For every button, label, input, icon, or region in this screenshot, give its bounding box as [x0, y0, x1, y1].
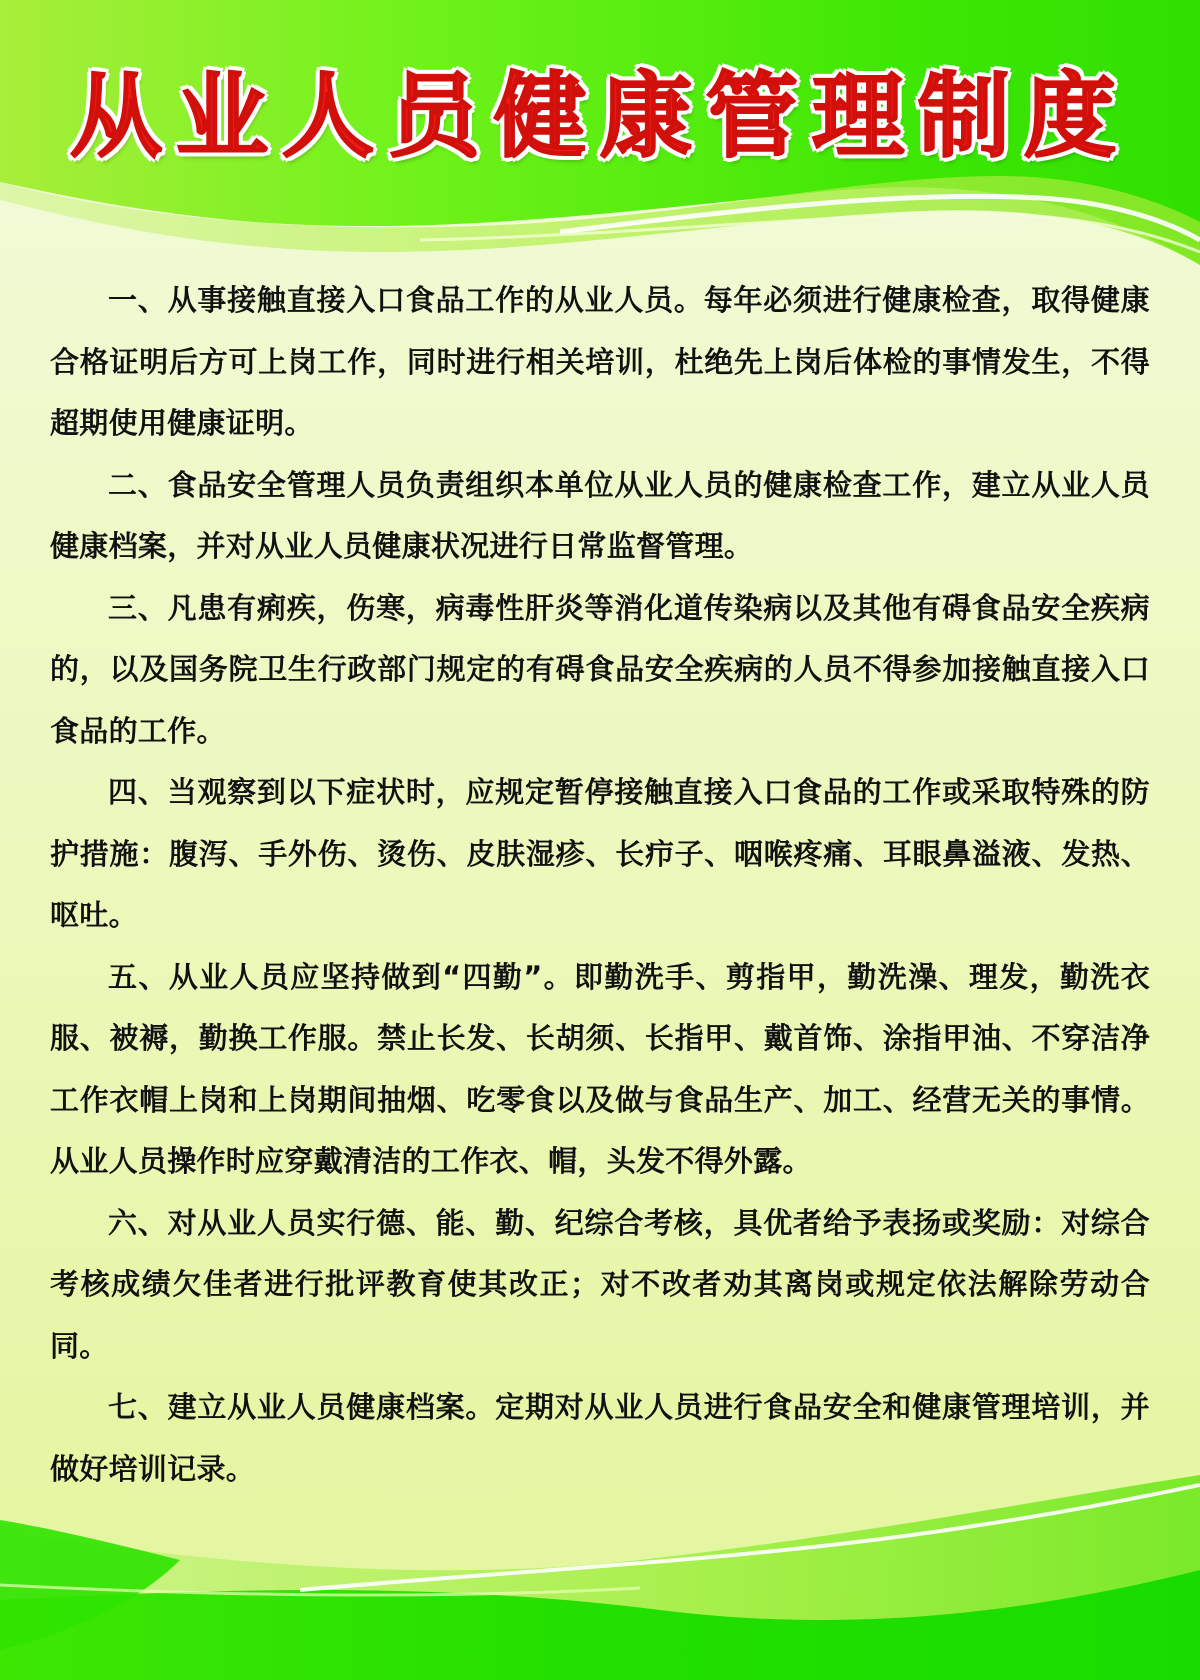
regulation-item-3: 三、凡患有痢疾，伤寒，病毒性肝炎等消化道传染病以及其他有碍食品安全疾病的，以及国务院卫生行政部门规定的有碍食品安全疾病的人员不得参加接触直接入口食品的工作。 — [50, 590, 1150, 748]
regulation-item-6: 六、对从业人员实行德、能、勤、纪综合考核，具优者给予表扬或奖励：对综合考核成绩欠佳者进行批评教育使其改正；对不改者劝其离岗或规定依法解除劳动合同。 — [50, 1205, 1150, 1363]
regulation-item-2: 二、食品安全管理人员负责组织本单位从业人员的健康检查工作，建立从业人员健康档案，并对从业人员健康状况进行日常监督管理。 — [50, 467, 1150, 563]
regulation-item-1: 一、从事接触直接入口食品工作的从业人员。每年必须进行健康检查，取得健康合格证明后方可上岗工作，同时进行相关培训，杜绝先上岗后体检的事情发生，不得超期使用健康证明。 — [50, 283, 1150, 440]
regulation-content — [50, 270, 1150, 1500]
regulation-item-7: 七、建立从业人员健康档案。定期对从业人员进行食品安全和健康管理培训，并做好培训记录。 — [50, 1390, 1150, 1486]
poster-title: 从业人员健康管理制度 — [69, 63, 1130, 170]
regulation-item-5: 五、从业人员应坚持做到“四勤”。即勤洗手、剪指甲，勤洗澡、理发，勤洗衣服、被褥，勤换工作服。禁止长发、长胡须、长指甲、戴首饰、涂指甲油、不穿洁净工作衣帽上岗和上岗期间抽烟、吃零食以及做与食品生产、加工、经营无关的事情。从业人员操作时应穿戴清洁的工作衣、帽，头发不得外露。 — [50, 959, 1150, 1178]
regulation-item-4: 四、当观察到以下症状时，应规定暂停接触直接入口食品的工作或采取特殊的防护措施：腹泻、手外伤、烫伤、皮肤湿疹、长疖子、咽喉疼痛、耳眼鼻溢液、发热、呕吐。 — [50, 775, 1150, 932]
